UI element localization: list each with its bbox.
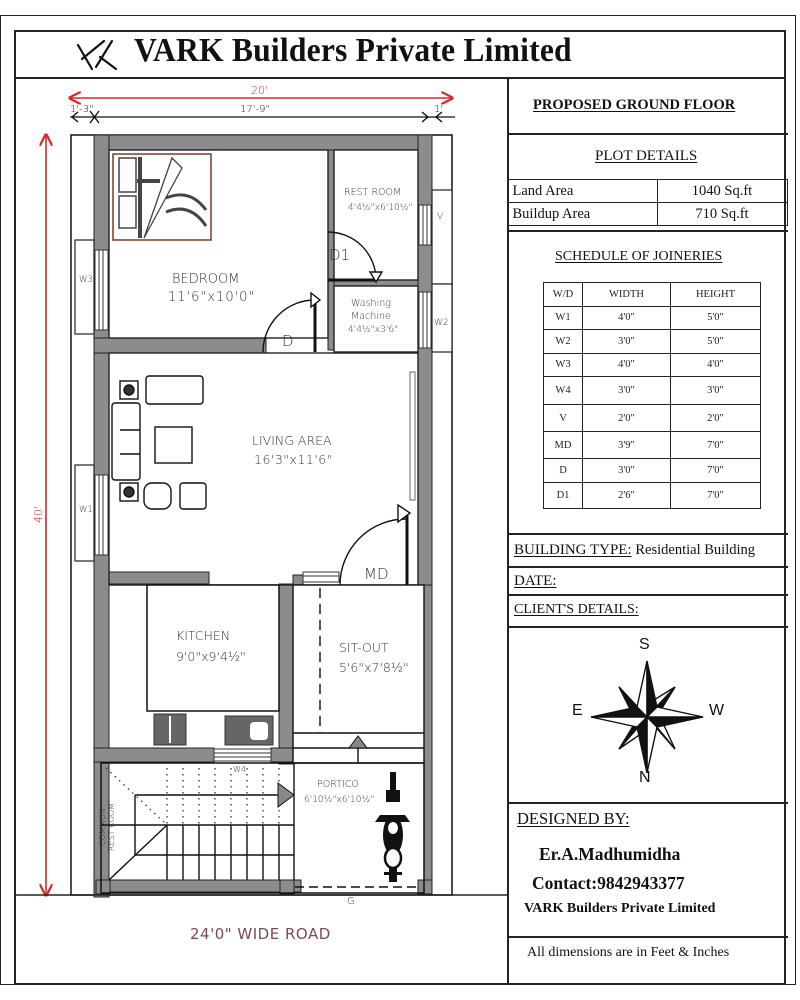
dim-overall-length: 40' — [32, 505, 46, 524]
room-kitchen-size: 9'0"x9'4½" — [176, 649, 246, 664]
compass-south: S — [639, 636, 650, 653]
dim-left-offset: 1'-3" — [70, 104, 94, 115]
joinery-header-row — [544, 283, 761, 307]
company-title: VARK Builders Private Limited — [134, 32, 572, 69]
compass-east: E — [572, 702, 583, 719]
opening-w2-label: W2 — [434, 318, 449, 328]
room-restroom-size: 4'4½"x6'10½" — [348, 203, 413, 213]
compass-west: W — [709, 702, 725, 719]
cell: 4'0" — [583, 353, 671, 377]
drawing-title: PROPOSED GROUND FLOOR — [533, 97, 736, 113]
room-restroom-name: REST ROOM — [344, 187, 402, 198]
plot-row — [508, 180, 787, 203]
compass-section — [509, 628, 788, 804]
cell: W4 — [544, 377, 583, 405]
plot-value: 1040 Sq.ft — [657, 180, 787, 203]
plot-details-section — [509, 135, 788, 232]
room-bedroom-size: 11'6"x10'0" — [168, 290, 256, 305]
footer-note: All dimensions are in Feet & Inches — [527, 945, 730, 960]
building-type-label: BUILDING TYPE: — [514, 542, 632, 558]
designed-by-label: DESIGNED BY: — [517, 809, 630, 828]
cell: 3'0" — [583, 377, 671, 405]
building-type-row — [509, 535, 788, 568]
room-bedroom-name: BEDROOM — [172, 272, 240, 287]
plot-label: Land Area — [508, 180, 657, 203]
plot-details-heading: PLOT DETAILS — [595, 148, 698, 164]
table-row — [544, 405, 761, 432]
col-header: WIDTH — [583, 283, 671, 307]
cell: 2'0" — [583, 405, 671, 432]
cell: 3'0" — [583, 330, 671, 354]
cell: MD — [544, 432, 583, 459]
cell: 3'9" — [583, 432, 671, 459]
cell: 3'0" — [583, 459, 671, 483]
gate-g-label: G — [347, 896, 355, 907]
road-label: 24'0" WIDE ROAD — [190, 925, 331, 943]
col-header: HEIGHT — [671, 283, 761, 307]
table-row — [544, 330, 761, 354]
cell: 7'0" — [671, 432, 761, 459]
plot-label: Buildup Area — [508, 203, 657, 226]
table-row — [544, 482, 761, 508]
compass-north: N — [639, 769, 651, 786]
cell: 5'0" — [671, 330, 761, 354]
room-portico-name: PORTICO — [317, 779, 359, 790]
title-block — [507, 78, 786, 985]
joineries-table — [543, 282, 761, 509]
col-header: W/D — [544, 283, 583, 307]
building-type-value: Residential Building — [635, 542, 756, 558]
designer-contact: Contact:9842943377 — [532, 873, 685, 893]
table-row — [544, 459, 761, 483]
door-md-label: MD — [364, 565, 389, 583]
room-washing-name2: Machine — [351, 311, 391, 322]
footer-note-row — [509, 938, 788, 968]
cell: W2 — [544, 330, 583, 354]
plot-value: 710 Sq.ft — [657, 203, 787, 226]
dim-right-offset: 1' — [434, 104, 444, 115]
table-row — [544, 306, 761, 330]
cell: V — [544, 405, 583, 432]
building-type — [514, 542, 755, 559]
opening-w1-label: W1 — [79, 505, 93, 515]
room-living-size: 16'3"x11'6" — [254, 452, 333, 467]
cell: 7'0" — [671, 482, 761, 508]
cell: 2'6" — [583, 482, 671, 508]
opening-w4-label: W4 — [233, 765, 246, 774]
door-d1-label: D1 — [329, 246, 351, 264]
drawing-title-row — [509, 78, 788, 135]
cell: 3'0" — [671, 377, 761, 405]
dim-inner-width: 17'-9" — [240, 104, 271, 115]
room-living-name: LIVING AREA — [252, 433, 332, 448]
opening-w3-label: W3 — [79, 275, 93, 285]
table-row — [544, 432, 761, 459]
joineries-heading: SCHEDULE OF JOINERIES — [555, 249, 723, 264]
plot-row — [508, 203, 787, 226]
date-row — [509, 568, 788, 596]
cell: D — [544, 459, 583, 483]
table-row — [544, 353, 761, 377]
room-kitchen-name: KITCHEN — [176, 628, 231, 643]
table-row — [544, 377, 761, 405]
room-sitout-size: 5'6"x7'8½" — [339, 660, 409, 675]
opening-v-label: V — [437, 212, 444, 222]
client-row — [509, 596, 788, 628]
plot-details-table — [508, 179, 788, 226]
room-washing-size: 4'4½"x3'6" — [348, 325, 399, 335]
cell: 4'0" — [671, 353, 761, 377]
designer-name: Er.A.Madhumidha — [539, 844, 681, 864]
cell: 7'0" — [671, 459, 761, 483]
room-common-name2: REST ROOM — [107, 802, 117, 852]
compass-rose-icon — [587, 652, 707, 782]
designer-company: VARK Builders Private Limited — [524, 901, 716, 916]
room-common-restroom — [98, 803, 116, 851]
room-common-name: COMMON — [98, 808, 108, 846]
cell: 2'0" — [671, 405, 761, 432]
door-d-label: D — [282, 332, 294, 350]
joineries-section — [509, 232, 788, 535]
client-label: CLIENT'S DETAILS: — [514, 602, 639, 617]
cell: W3 — [544, 353, 583, 377]
cell: 5'0" — [671, 306, 761, 330]
room-portico-size: 6'10½"x6'10½" — [304, 795, 375, 805]
designer-section — [509, 804, 788, 938]
room-washing-name: Washing — [351, 298, 391, 309]
dim-overall-width: 20' — [251, 84, 269, 97]
room-sitout-name: SIT-OUT — [339, 640, 389, 655]
cell: D1 — [544, 482, 583, 508]
cell: W1 — [544, 306, 583, 330]
cell: 4'0" — [583, 306, 671, 330]
date-label: DATE: — [514, 573, 557, 589]
